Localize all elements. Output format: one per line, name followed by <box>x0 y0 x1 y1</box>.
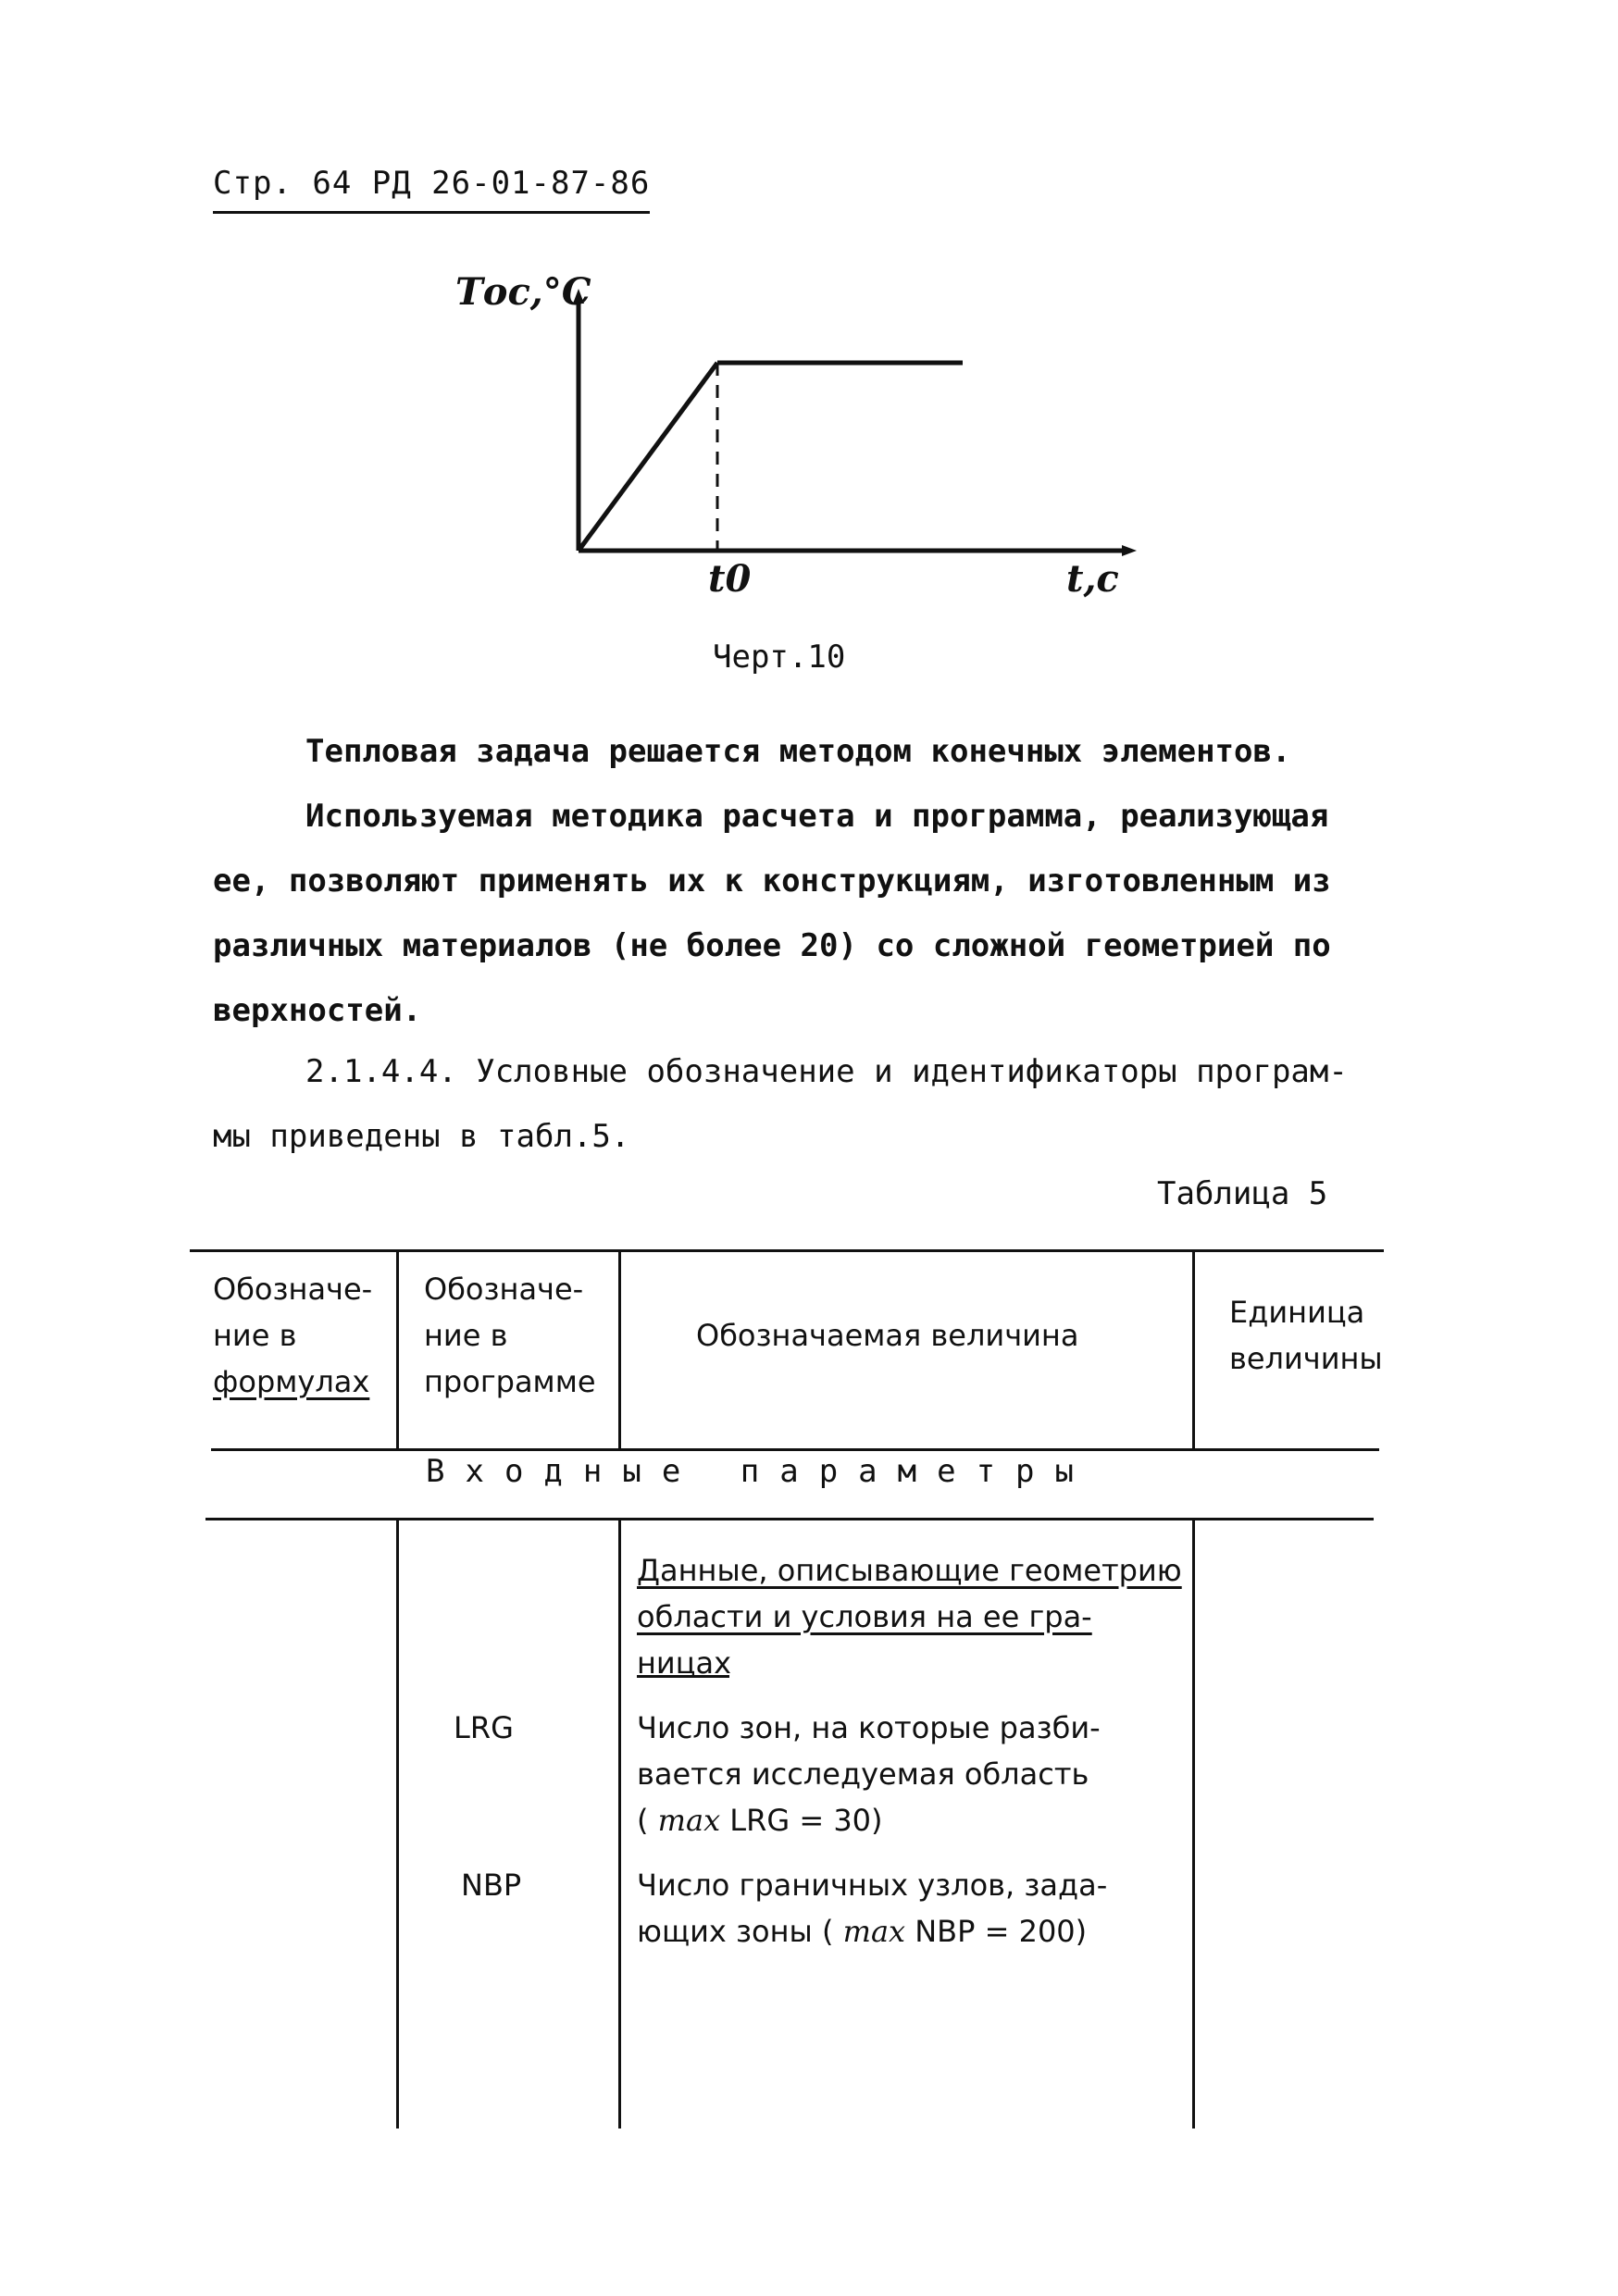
header-col1-line: формулах <box>213 1364 370 1399</box>
x-axis-label: t,c <box>1066 557 1119 601</box>
paragraph-3-line-1: 2.1.4.4. Условные обозначение и идентификаторы програм- <box>305 1053 1348 1090</box>
header-col-divider-1 <box>396 1249 399 1448</box>
y-axis-label: Tос,°C <box>455 270 591 314</box>
body-col-divider-1 <box>396 1518 399 2128</box>
header-col4-line: Единица <box>1229 1295 1365 1330</box>
body-col-divider-2 <box>618 1518 621 2128</box>
body-col-divider-3 <box>1192 1518 1195 2128</box>
row-nbp-line-2-prefix: ющих зоны ( <box>637 1914 834 1949</box>
table-label: Таблица 5 <box>1157 1175 1328 1212</box>
row-nbp-max: max <box>842 1914 906 1949</box>
page-header: Стр. 64 РД 26-01-87-86 <box>213 165 650 214</box>
paragraph-2-line-2: ее, позволяют применять их к конструкциям, изготовленным из <box>213 863 1331 900</box>
header-col3: Обозначаемая величина <box>696 1318 1079 1353</box>
header-col4 <box>1229 1289 1383 1382</box>
header-col-divider-3 <box>1192 1249 1195 1448</box>
group-heading-line-3: ницах <box>637 1645 732 1681</box>
paragraph-2-line-3: различных материалов (не более 20) со сложной геометрией по <box>213 927 1331 964</box>
row-identifier-nbp: NBP <box>461 1868 522 1903</box>
row-lrg-limit-value: LRG = 30) <box>720 1803 883 1838</box>
row-identifier-lrg: LRG <box>454 1710 514 1745</box>
row-nbp-line-2 <box>637 1908 1107 1955</box>
table-header-bottom-rule <box>211 1448 1379 1451</box>
header-col2 <box>424 1266 596 1405</box>
table-top-rule <box>190 1249 1384 1252</box>
row-nbp-limit-value: NBP = 200) <box>905 1914 1088 1949</box>
header-col2-line: ние в <box>424 1318 508 1353</box>
group-heading <box>637 1547 1182 1686</box>
row-nbp-line-1: Число граничных узлов, зада- <box>637 1868 1108 1903</box>
section-bottom-rule <box>205 1518 1374 1520</box>
header-col1-line: Обозначе- <box>213 1272 373 1307</box>
row-description-nbp <box>637 1862 1107 1955</box>
row-description-lrg <box>637 1705 1101 1843</box>
header-col1-line: ние в <box>213 1318 297 1353</box>
row-lrg-line-3 <box>637 1797 1101 1843</box>
row-lrg-line-1: Число зон, на которые разби- <box>637 1710 1101 1745</box>
header-col1 <box>213 1266 372 1405</box>
row-lrg-limit-prefix: ( <box>637 1803 658 1838</box>
header-col2-line: Обозначе- <box>424 1272 584 1307</box>
figure-caption: Черт.10 <box>713 639 846 676</box>
paragraph-1-line: Тепловая задача решается методом конечных элементов. <box>305 733 1291 770</box>
group-heading-line-2: области и условия на ее гра- <box>637 1599 1092 1634</box>
paragraph-3-line-2: мы приведены в табл.5. <box>213 1118 630 1155</box>
row-lrg-max: max <box>657 1803 721 1838</box>
group-heading-line-1: Данные, описывающие геометрию <box>637 1553 1182 1588</box>
paragraph-2-line-4: верхностей. <box>213 992 422 1029</box>
t0-label: t0 <box>708 557 752 601</box>
section-title-input-params: Входные параметры <box>426 1453 1094 1490</box>
row-lrg-line-2: вается исследуемая область <box>637 1756 1089 1792</box>
header-col2-line: программе <box>424 1364 596 1399</box>
paragraph-2-line-1: Используемая методика расчета и программа, реализующая <box>305 798 1329 835</box>
header-col4-line: величины <box>1229 1341 1383 1376</box>
header-col-divider-2 <box>618 1249 621 1448</box>
